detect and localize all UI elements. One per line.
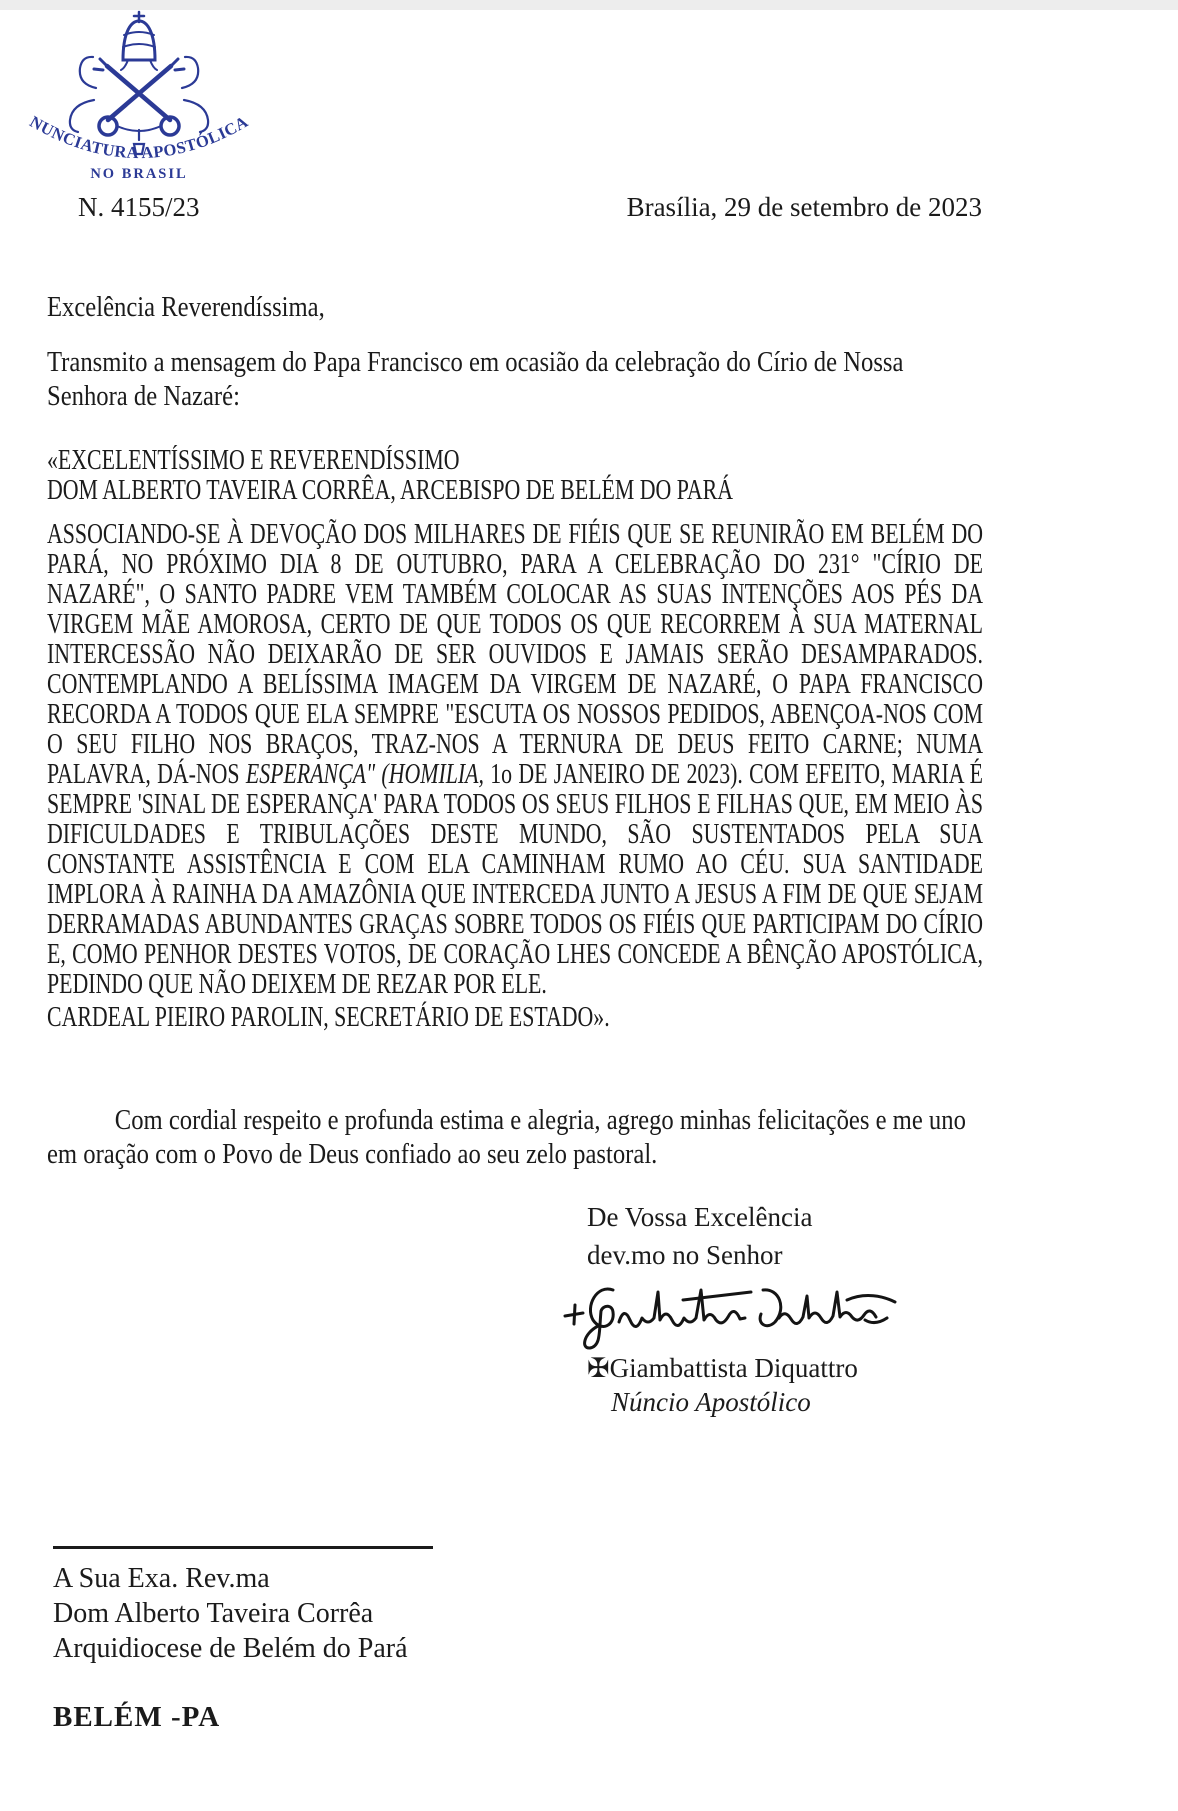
papal-tiara-icon bbox=[123, 21, 155, 60]
salutation: Excelência Reverendíssima, bbox=[47, 292, 325, 323]
crossed-keys-icon bbox=[107, 66, 171, 120]
recipient-divider-line bbox=[53, 1546, 433, 1549]
tiara-bands bbox=[123, 32, 155, 47]
recipient-city: BELÉM -PA bbox=[53, 1701, 221, 1733]
mantling-swirl-bottom bbox=[70, 100, 208, 132]
signature-tbar bbox=[683, 1292, 751, 1300]
quoted-message-block bbox=[47, 446, 983, 1033]
recipient-line1: A Sua Exa. Rev.ma bbox=[53, 1563, 270, 1594]
mantling-swirl-top bbox=[80, 57, 198, 88]
quote-body-part1: ASSOCIANDO-SE À DEVOÇÃO DOS MILHARES DE FIÉIS QUE SE REUNIRÃO EM BELÉM DO PARÁ, NO PRÓXIMO DIA 8 DE OUTUBRO, PARA A CELEBRAÇÃO DO 231° "CÍRIO DE NAZARÉ", O SANTO PADRE VEM TAMBÉM COLOCAR AS SUAS INTENÇÕES AOS PÉS DA VIRGEM MÃE AMOROSA, CERTO DE QUE TODOS OS QUE RECORREM À SUA MATERNAL INTERCESSÃO NÃO DEIXARÃO DE SER OUVIDOS E JAMAIS SERÃO DESAMPARADOS. CONTEMPLANDO A BELÍSSIMA IMAGEM DA VIRGEM DE NAZARÉ, O PAPA FRANCISCO RECORDA A TODOS QUE ELA SEMPRE "ESCUTA OS NOSSOS PEDIDOS, ABENÇOA-NOS COM O SEU FILHO NOS BRAÇOS, TRAZ-NOS A TERNURA DE DEUS FEITO CARNE; NUMA PALAVRA, DÁ-NOS bbox=[47, 519, 983, 790]
quote-body bbox=[47, 520, 983, 1000]
quote-body-italic: ESPERANÇA" (HOMILIA, bbox=[245, 759, 484, 790]
recipient-block bbox=[53, 1546, 433, 1735]
reference-date-row bbox=[48, 192, 982, 223]
reference-number: N. 4155/23 bbox=[78, 192, 200, 222]
quote-body-part2: 1o DE JANEIRO DE 2023). COM EFEITO, MARIA É SEMPRE 'SINAL DE ESPERANÇA' PARA TODOS OS SEUS FILHOS E FILHAS QUE, EM MEIO ÀS DIFICULDADES E TRIBULAÇÕES DESTE MUNDO, SÃO SUSTENTADOS PELA SUA CONSTANTE ASSISTÊNCIA E COM ELA CAMINHAM RUMO AO CÉU. SUA SANTIDADE IMPLORA À RAINHA DA AMAZÔNIA QUE INTERCEDA JUNTO A JESUS A FIM DE QUE SEJAM DERRAMADAS ABUNDANTES GRAÇAS SOBRE TODOS OS FIÉIS QUE PARTICIPAM DO CÍRIO E, COMO PENHOR DESTES VOTOS, DE CORAÇÃO LHES CONCEDE A BÊNÇÃO APOSTÓLICA, PEDINDO QUE NÃO DEIXEM DE REZAR POR ELE. bbox=[47, 759, 983, 1000]
quote-heading-line1: «EXCELENTÍSSIMO E REVERENDÍSSIMO bbox=[47, 445, 460, 476]
handwritten-signature bbox=[555, 1276, 900, 1354]
signoff-line1: De Vossa Excelência bbox=[587, 1202, 813, 1232]
signer-name: ✠Giambattista Diquattro bbox=[587, 1353, 858, 1383]
recipient-line2: Dom Alberto Taveira Corrêa bbox=[53, 1598, 374, 1629]
signoff-block bbox=[587, 1198, 900, 1420]
org-sub-text: NO BRASIL bbox=[90, 166, 188, 182]
signer-title: Núncio Apostólico bbox=[611, 1387, 811, 1417]
signature-cross-stroke bbox=[565, 1305, 583, 1324]
org-name-arc-text: NUNCIATURA APOSTÓLICA bbox=[26, 111, 252, 163]
quote-attribution: CARDEAL PIEIRO PAROLIN, SECRETÁRIO DE ESTADO». bbox=[47, 1002, 610, 1033]
closing-paragraph: Com cordial respeito e profunda estima e alegria, agrego minhas felicitações e me uno em oração com o Povo de Deus confiado ao seu zelo pastoral. bbox=[47, 1105, 966, 1170]
quote-heading-line2: DOM ALBERTO TAVEIRA CORRÊA, ARCEBISPO DE BELÉM DO PARÁ bbox=[47, 475, 734, 506]
signoff-line2: dev.mo no Senhor bbox=[587, 1240, 783, 1270]
recipient-line3: Arquidiocese de Belém do Pará bbox=[53, 1633, 408, 1664]
nunciature-emblem bbox=[14, 4, 264, 184]
papal-coat-of-arms-icon bbox=[70, 12, 208, 154]
signature-g-loop bbox=[585, 1289, 614, 1348]
place-date: Brasília, 29 de setembro de 2023 bbox=[626, 192, 982, 222]
intro-paragraph: Transmito a mensagem do Papa Francisco em ocasião da celebração do Círio de Nossa Senhora de Nazaré: bbox=[47, 347, 904, 412]
